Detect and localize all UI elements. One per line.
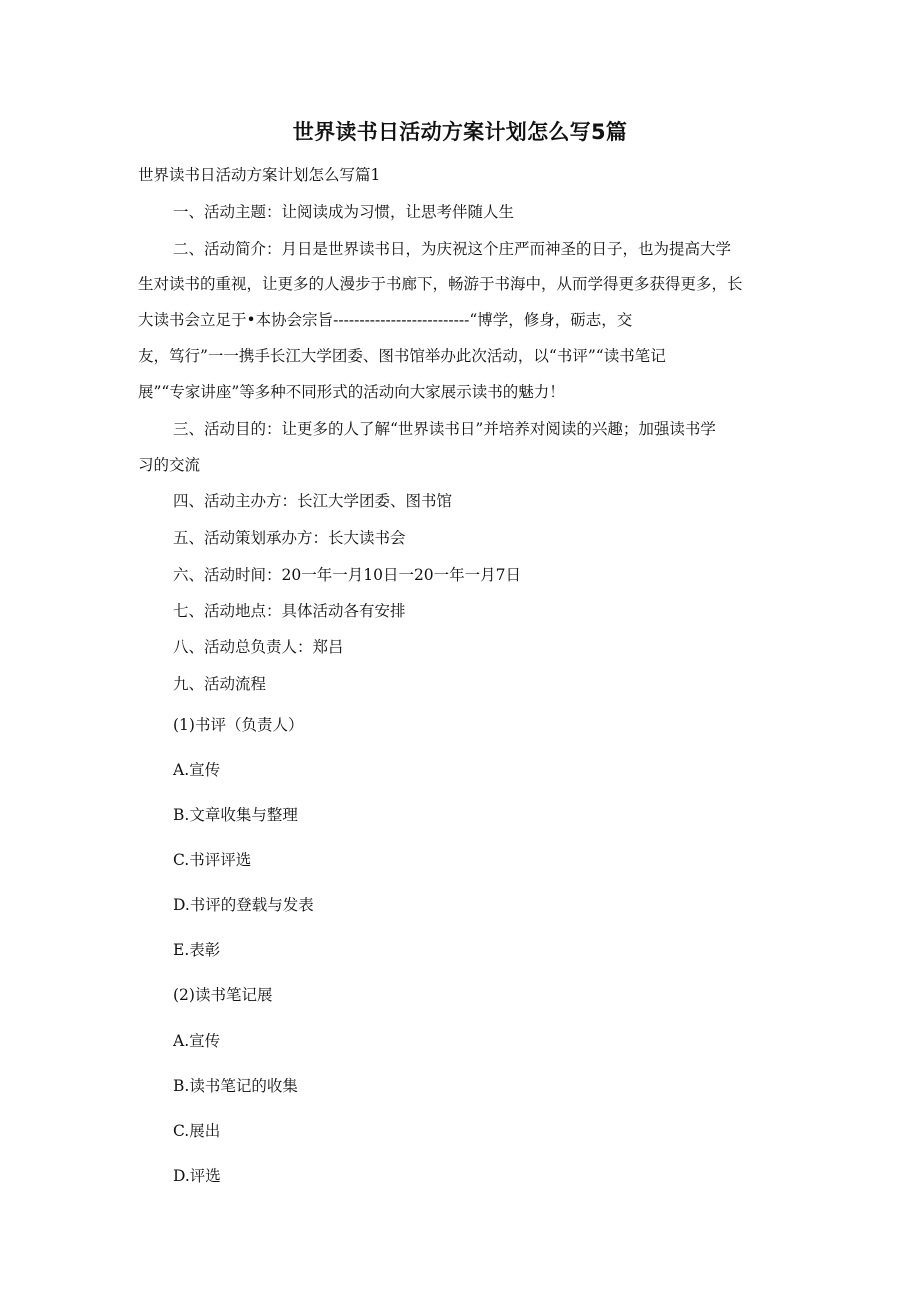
list-heading-notes: (2)读书笔记展: [173, 986, 273, 1004]
paragraph-leader: 八、活动总负责人：郑吕: [173, 638, 344, 656]
document-title: 世界读书日活动方案计划怎么写5篇: [292, 120, 628, 144]
list-item: C.书评评选: [173, 851, 252, 869]
paragraph-time: 六、活动时间：20一年一月10日一20一年一月7日: [173, 566, 522, 584]
paragraph-intro-line: 友，笃行”一一携手长江大学团委、图书馆举办此次活动，以“书评”“读书笔记: [138, 347, 666, 365]
paragraph-place: 七、活动地点：具体活动各有安排: [173, 602, 406, 620]
list-item: B.读书笔记的收集: [173, 1077, 298, 1095]
list-item: B.文章收集与整理: [173, 806, 298, 824]
paragraph-intro-line: 生对读书的重视，让更多的人漫步于书廊下，畅游于书海中，从而学得更多获得更多，长: [138, 275, 743, 293]
list-item: D.评选: [173, 1167, 221, 1185]
list-item: A.宣传: [173, 1032, 221, 1050]
list-item: D.书评的登载与发表: [173, 896, 314, 914]
paragraph-intro-line: 大读书会立足于•本协会宗旨--------------------------“博学，修身，砺志，交: [138, 311, 633, 329]
paragraph-organizer: 五、活动策划承办方：长大读书会: [173, 529, 406, 547]
list-item: C.展出: [173, 1122, 221, 1140]
paragraph-purpose-line: 三、活动目的：让更多的人了解“世界读书日”并培养对阅读的兴趣；加强读书学: [173, 420, 716, 438]
list-item: A.宣传: [173, 761, 221, 779]
document-subtitle: 世界读书日活动方案计划怎么写篇1: [138, 166, 381, 184]
paragraph-purpose-line: 习的交流: [138, 456, 201, 474]
paragraph-intro-line: 展”“专家讲座”等多种不同形式的活动向大家展示读书的魅力！: [138, 383, 565, 401]
list-heading-review: (1)书评（负责人）: [173, 716, 304, 734]
paragraph-theme: 一、活动主题：让阅读成为习惯，让思考伴随人生: [173, 203, 515, 221]
paragraph-flow: 九、活动流程: [173, 675, 267, 693]
paragraph-host: 四、活动主办方：长江大学团委、图书馆: [173, 492, 453, 510]
list-item: E.表彰: [173, 941, 221, 959]
paragraph-intro-line: 二、活动简介：月日是世界读书日，为庆祝这个庄严而神圣的日子，也为提高大学: [173, 240, 732, 258]
